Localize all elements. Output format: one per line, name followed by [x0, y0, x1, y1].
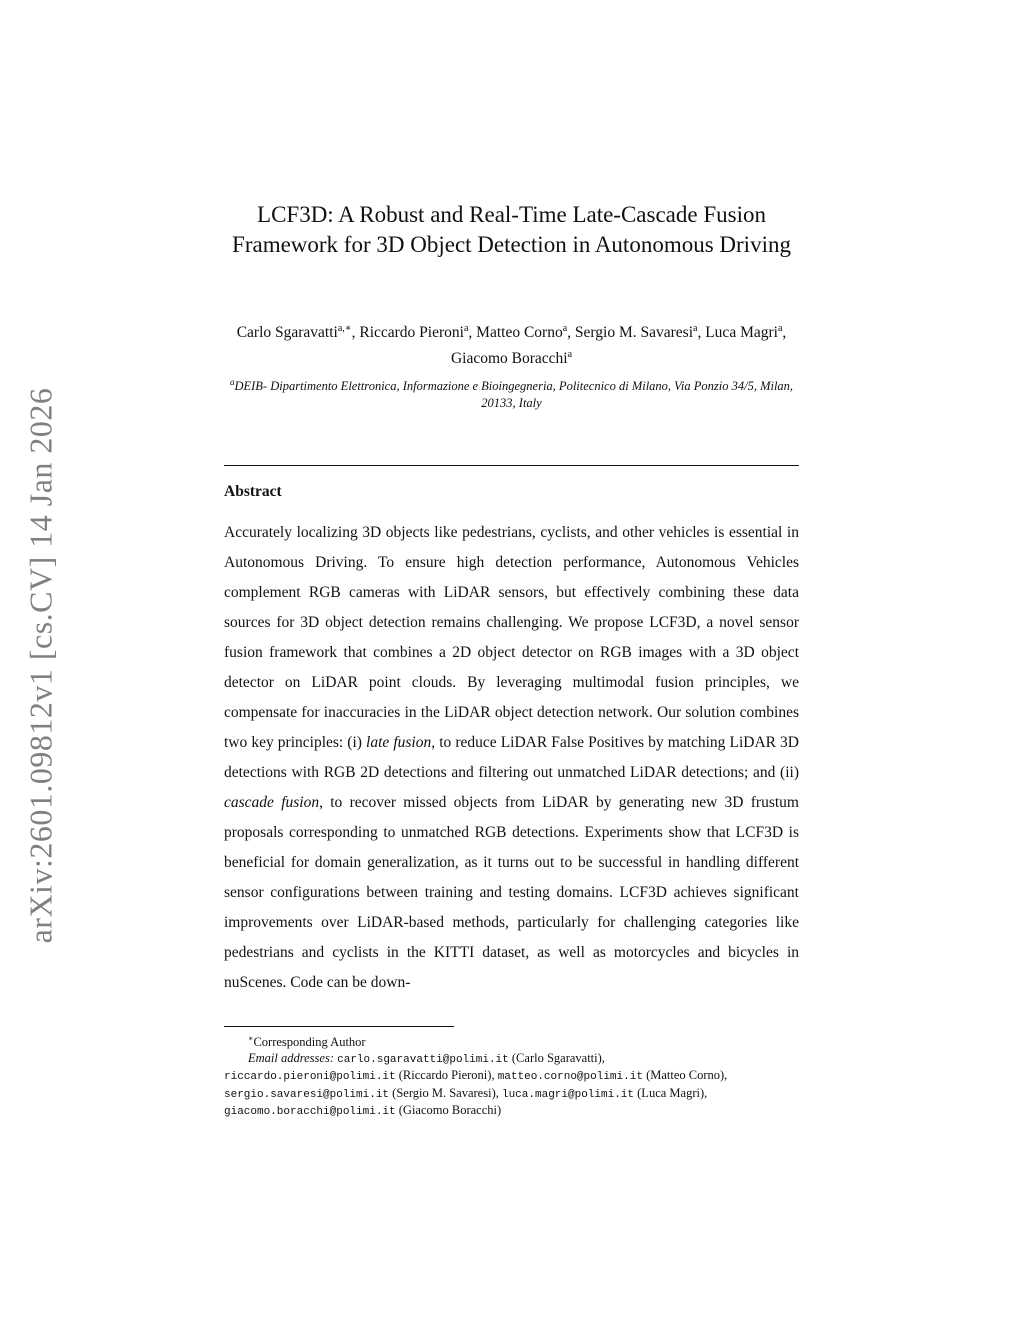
affiliation	[224, 374, 799, 412]
author-name: Matteo Corno	[476, 324, 563, 342]
email-link[interactable]: matteo.corno@polimi.it	[497, 1071, 643, 1084]
email-owner: (Carlo Sgaravatti),	[511, 1050, 605, 1065]
author-mark: a	[562, 323, 568, 334]
corresponding-label: Corresponding Author	[253, 1035, 366, 1050]
email-link[interactable]: riccardo.pieroni@polimi.it	[224, 1071, 396, 1084]
affiliation-text: DEIB- Dipartimento Elettronica, Informazione e Bioingegneria, Politecnico di Milano, Via Ponzio 34/5, Milan, 20133, Italy	[234, 379, 794, 411]
abstract-heading: Abstract	[224, 483, 282, 500]
footnotes	[224, 1031, 799, 1121]
abstract-top-rule	[224, 465, 799, 466]
author-mark: a	[777, 323, 783, 334]
footnote-rule	[224, 1026, 454, 1027]
author-name: Luca Magri	[705, 324, 778, 342]
arxiv-identifier-text: arXiv:2601.09812v1 [cs.CV] 14 Jan 2026	[22, 387, 59, 943]
arxiv-identifier-stamp	[22, 375, 60, 955]
email-owner: (Sergio M. Savaresi),	[392, 1085, 499, 1100]
abstract-term-late-fusion: late fusion	[366, 734, 432, 751]
abstract-body	[224, 518, 799, 998]
email-owner: (Matteo Corno),	[646, 1068, 728, 1083]
abstract-text: , to reduce LiDAR False Positives by matching LiDAR 3D detections with RGB 2D detections and filtering out unmatched LiDAR detections; and (ii)	[224, 734, 799, 781]
email-label: Email addresses:	[248, 1050, 334, 1065]
email-addresses	[224, 1051, 799, 1121]
author-name: Giacomo Boracchi	[450, 350, 568, 368]
author-name: Carlo Sgaravatti	[236, 324, 338, 342]
author-mark: a	[567, 349, 573, 361]
corresponding-author-note	[224, 1031, 799, 1051]
author-name: Riccardo Pieroni	[359, 324, 464, 342]
author-name: Sergio M. Savaresi	[574, 324, 694, 342]
author-mark: a	[463, 323, 469, 334]
author-mark: a	[693, 323, 698, 334]
email-owner: (Riccardo Pieroni),	[398, 1068, 495, 1083]
email-owner: (Giacomo Boracchi)	[398, 1103, 502, 1118]
paper-title: LCF3D: A Robust and Real-Time Late-Cascade Fusion Framework for 3D Object Detection in Autonomous Driving	[232, 202, 791, 257]
email-link[interactable]: sergio.savaresi@polimi.it	[224, 1088, 390, 1101]
abstract-text: , to recover missed objects from LiDAR by generating new 3D frustum proposals corresponding to unmatched RGB detections. Experiments show that LCF3D is beneficial for domain generalization, as it turns out to be successful in handling different sensor configurations between training and testing domains. LCF3D achieves significant improvements over LiDAR-based methods, particularly for challenging categories like pedestrians and cyclists in the KITTI dataset, as well as motorcycles and bicycles in nuScenes. Code can be down-	[224, 794, 799, 991]
abstract-text: Accurately localizing 3D objects like pedestrians, cyclists, and other vehicles is essential in Autonomous Driving. To ensure high detection performance, Autonomous Vehicles complement RGB cameras with LiDAR sensors, but effectively combining these data sources for 3D object detection remains challenging. We propose LCF3D, a novel sensor fusion framework that combines a 2D object detector on RGB images with a 3D object detector on LiDAR point clouds. By leveraging multimodal fusion principles, we compensate for inaccuracies in the LiDAR object detection network. Our solution combines two key principles: (i)	[224, 524, 799, 751]
email-link[interactable]: luca.magri@polimi.it	[501, 1088, 635, 1101]
email-link[interactable]: carlo.sgaravatti@polimi.it	[337, 1053, 509, 1066]
author-list: Carlo Sgaravatti$^{a,∗}$, Riccardo Pieroni$^a$, Matteo Corno$^a$, Sergio M. Savaresi$^a$, Luca Magri$^a$, Giacomo Boracchi$^a$	[236, 323, 787, 368]
email-owner: (Luca Magri),	[637, 1085, 708, 1100]
affiliation-mark: a	[229, 377, 235, 387]
abstract-term-cascade-fusion: cascade fusion	[224, 794, 320, 811]
author-mark: a,∗	[337, 323, 352, 334]
corresponding-mark: ∗	[248, 1034, 254, 1043]
email-link[interactable]: giacomo.boracchi@polimi.it	[224, 1106, 396, 1119]
